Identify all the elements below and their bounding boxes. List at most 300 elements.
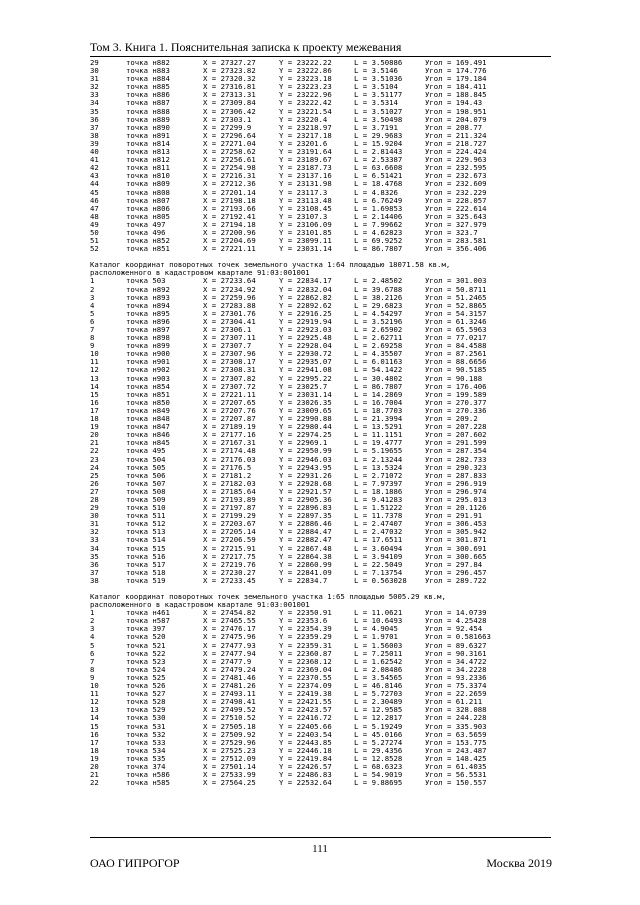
bearing-angle: Угол = 270.377 xyxy=(425,397,487,407)
point-name: точка 513 xyxy=(126,527,166,537)
bearing-angle: Угол = 90.3161 xyxy=(425,648,487,658)
point-name: точка н813 xyxy=(126,147,170,157)
y-coordinate: Y = 22921.57 xyxy=(279,486,332,496)
x-coordinate: X = 27233.64 xyxy=(203,276,256,286)
point-name: точка н811 xyxy=(126,163,170,173)
point-index: 23 xyxy=(90,454,99,464)
x-coordinate: X = 27221.11 xyxy=(203,244,256,254)
segment-length: L = 4.54297 xyxy=(354,308,403,318)
x-coordinate: X = 27177.16 xyxy=(203,430,256,440)
point-name: точка н851 xyxy=(126,389,170,399)
point-index: 44 xyxy=(90,179,99,189)
point-name: точка 527 xyxy=(126,689,166,699)
bearing-angle: Угол = 232.595 xyxy=(425,163,487,173)
bearing-angle: Угол = 52.8865 xyxy=(425,300,487,310)
x-coordinate: X = 27316.81 xyxy=(203,82,256,92)
y-coordinate: Y = 23191.64 xyxy=(279,147,332,157)
segment-length: L = 18.4768 xyxy=(354,179,403,189)
segment-length: L = 3.94109 xyxy=(354,551,403,561)
segment-length: L = 3.5314 xyxy=(354,98,398,108)
point-index: 34 xyxy=(90,98,99,108)
point-index: 29 xyxy=(90,58,99,67)
segment-length: L = 7.25011 xyxy=(354,648,403,658)
bearing-angle: Угол = 323.7 xyxy=(425,227,478,237)
point-name: точка н891 xyxy=(126,130,170,140)
x-coordinate: X = 27174.48 xyxy=(203,446,256,456)
x-coordinate: X = 27212.36 xyxy=(203,179,256,189)
bearing-angle: Угол = 148.425 xyxy=(425,753,487,763)
bearing-angle: Угол = 335.903 xyxy=(425,721,487,731)
y-coordinate: Y = 22369.04 xyxy=(279,664,332,674)
y-coordinate: Y = 22884.47 xyxy=(279,527,332,537)
point-name: точка 508 xyxy=(126,486,166,496)
y-coordinate: Y = 23137.16 xyxy=(279,171,332,181)
point-name: точка н886 xyxy=(126,90,170,100)
point-index: 40 xyxy=(90,147,99,157)
point-name: точка 517 xyxy=(126,559,166,569)
x-coordinate: X = 27207.76 xyxy=(203,405,256,415)
x-coordinate: X = 27306.42 xyxy=(203,106,256,116)
y-coordinate: Y = 22974.25 xyxy=(279,430,332,440)
y-coordinate: Y = 23223.18 xyxy=(279,74,332,84)
bearing-angle: Угол = 207.228 xyxy=(425,422,487,432)
x-coordinate: X = 27481.26 xyxy=(203,681,256,691)
point-name: точка 533 xyxy=(126,737,166,747)
point-name: точка 496 xyxy=(126,227,166,237)
point-name: точка 530 xyxy=(126,713,166,723)
y-coordinate: Y = 22897.35 xyxy=(279,511,332,521)
point-name: точка н848 xyxy=(126,414,170,424)
segment-length: L = 12.9585 xyxy=(354,705,403,715)
point-name: точка 524 xyxy=(126,664,166,674)
y-coordinate: Y = 22864.38 xyxy=(279,551,332,561)
point-index: 22 xyxy=(90,778,99,788)
bearing-angle: Угол = 291.91 xyxy=(425,511,483,521)
catalog-title: Каталог координат поворотных точек земельного участка 1:64 площадью 18071.58 кв.м, xyxy=(90,260,451,270)
point-index: 16 xyxy=(90,397,99,407)
y-coordinate: Y = 23026.35 xyxy=(279,397,332,407)
point-name: точка 512 xyxy=(126,519,166,529)
segment-length: L = 3.54565 xyxy=(354,672,403,682)
x-coordinate: X = 27306.1 xyxy=(203,325,252,334)
point-name: точка 520 xyxy=(126,632,166,642)
point-index: 1 xyxy=(90,276,95,286)
coordinate-table-continued xyxy=(90,59,560,253)
x-coordinate: X = 27509.92 xyxy=(203,729,256,739)
segment-length: L = 2.65902 xyxy=(354,325,403,334)
bearing-angle: Угол = 14.0739 xyxy=(425,608,487,618)
segment-length: L = 29.4356 xyxy=(354,745,403,755)
segment-length: L = 12.2817 xyxy=(354,713,403,723)
y-coordinate: Y = 22443.85 xyxy=(279,737,332,747)
point-name: точка 503 xyxy=(126,276,166,286)
point-index: 46 xyxy=(90,195,99,205)
y-coordinate: Y = 22354.39 xyxy=(279,624,332,634)
point-index: 18 xyxy=(90,745,99,755)
segment-length: L = 2.14406 xyxy=(354,211,403,221)
y-coordinate: Y = 22419.38 xyxy=(279,689,332,699)
point-name: точка н897 xyxy=(126,325,170,334)
bearing-angle: Угол = 208.77 xyxy=(425,122,483,132)
bearing-angle: Угол = 327.979 xyxy=(425,219,487,229)
segment-length: L = 3.5146 xyxy=(354,66,398,76)
point-name: точка н850 xyxy=(126,397,170,407)
bearing-angle: Угол = 305.942 xyxy=(425,527,487,537)
bearing-angle: Угол = 301.003 xyxy=(425,276,487,286)
segment-length: L = 5.72703 xyxy=(354,689,403,699)
segment-length: L = 13.5324 xyxy=(354,462,403,472)
bearing-angle: Угол = 174.776 xyxy=(425,66,487,76)
segment-length: L = 5.19655 xyxy=(354,446,403,456)
x-coordinate: X = 27299.9 xyxy=(203,122,252,132)
segment-length: L = 3.60494 xyxy=(354,543,403,553)
bearing-angle: Угол = 204.079 xyxy=(425,114,487,124)
point-name: точка н854 xyxy=(126,381,170,391)
footer-rule xyxy=(90,837,551,838)
segment-length: L = 10.6493 xyxy=(354,616,403,626)
bearing-angle: Угол = 300.665 xyxy=(425,551,487,561)
point-name: точка н846 xyxy=(126,430,170,440)
page-number: 111 xyxy=(312,843,328,855)
x-coordinate: X = 27198.18 xyxy=(203,195,256,205)
y-coordinate: Y = 22931.26 xyxy=(279,470,332,480)
point-name: точка н585 xyxy=(126,778,170,788)
y-coordinate: Y = 22359.29 xyxy=(279,632,332,642)
segment-length: L = 22.5049 xyxy=(354,559,403,569)
bearing-angle: Угол = 224.424 xyxy=(425,147,487,157)
bearing-angle: Угол = 179.184 xyxy=(425,74,487,84)
page-content xyxy=(90,59,560,787)
x-coordinate: X = 27525.23 xyxy=(203,745,256,755)
point-name: точка н896 xyxy=(126,316,170,326)
bearing-angle: Угол = 54.3157 xyxy=(425,308,487,318)
bearing-angle: Угол = 63.5659 xyxy=(425,729,487,739)
y-coordinate: Y = 22834.17 xyxy=(279,276,332,286)
point-name: точка н461 xyxy=(126,608,170,618)
bearing-angle: Угол = 207.602 xyxy=(425,430,487,440)
point-name: точка 531 xyxy=(126,721,166,731)
point-index: 38 xyxy=(90,130,99,140)
segment-length: L = 46.8146 xyxy=(354,681,403,691)
point-index: 18 xyxy=(90,414,99,424)
y-coordinate: Y = 23223.23 xyxy=(279,82,332,92)
point-index: 26 xyxy=(90,478,99,488)
x-coordinate: X = 27477.9 xyxy=(203,656,252,666)
footer-organization: ОАО ГИПРОГОР xyxy=(90,856,180,870)
x-coordinate: X = 27307.96 xyxy=(203,349,256,359)
x-coordinate: X = 27206.59 xyxy=(203,535,256,545)
point-index: 32 xyxy=(90,527,99,537)
y-coordinate: Y = 22832.04 xyxy=(279,284,332,294)
point-index: 45 xyxy=(90,187,99,197)
x-coordinate: X = 27176.5 xyxy=(203,462,252,472)
point-index: 14 xyxy=(90,713,99,723)
bearing-angle: Угол = 61.3246 xyxy=(425,316,487,326)
catalog-title: Каталог координат поворотных точек земельного участка 1:65 площадью 5005.29 кв.м, xyxy=(90,592,446,601)
y-coordinate: Y = 22990.88 xyxy=(279,414,332,424)
y-coordinate: Y = 22532.64 xyxy=(279,778,332,788)
y-coordinate: Y = 22860.99 xyxy=(279,559,332,569)
bearing-angle: Угол = 90.5185 xyxy=(425,365,487,375)
point-name: точка н852 xyxy=(126,236,170,246)
point-name: точка н895 xyxy=(126,308,170,318)
bearing-angle: Угол = 84.4588 xyxy=(425,341,487,351)
y-coordinate: Y = 23108.45 xyxy=(279,203,332,213)
point-index: 3 xyxy=(90,292,95,302)
point-index: 6 xyxy=(90,648,95,658)
segment-length: L = 54.1422 xyxy=(354,365,403,375)
point-index: 27 xyxy=(90,486,99,496)
x-coordinate: X = 27217.75 xyxy=(203,551,256,561)
y-coordinate: Y = 22405.66 xyxy=(279,721,332,731)
x-coordinate: X = 27204.69 xyxy=(203,236,256,246)
x-coordinate: X = 27327.27 xyxy=(203,58,256,67)
y-coordinate: Y = 22935.07 xyxy=(279,357,332,367)
y-coordinate: Y = 23222.42 xyxy=(279,98,332,108)
segment-length: L = 15.9204 xyxy=(354,138,403,148)
bearing-angle: Угол = 297.84 xyxy=(425,559,483,569)
y-coordinate: Y = 22896.83 xyxy=(279,503,332,513)
point-index: 30 xyxy=(90,66,99,76)
y-coordinate: Y = 22882.47 xyxy=(279,535,332,545)
point-name: точка 505 xyxy=(126,462,166,472)
x-coordinate: X = 27230.27 xyxy=(203,567,256,577)
x-coordinate: X = 27307.82 xyxy=(203,373,256,383)
footer-place-year: Москва 2019 xyxy=(486,856,552,870)
point-name: точка 518 xyxy=(126,567,166,577)
bearing-angle: Угол = 287.833 xyxy=(425,470,487,480)
point-index: 4 xyxy=(90,632,95,642)
bearing-angle: Угол = 296.457 xyxy=(425,567,487,577)
bearing-angle: Угол = 301.871 xyxy=(425,535,487,545)
bearing-angle: Угол = 211.324 xyxy=(425,130,487,140)
segment-length: L = 18.1886 xyxy=(354,486,403,496)
x-coordinate: X = 27199.29 xyxy=(203,511,256,521)
point-index: 37 xyxy=(90,122,99,132)
bearing-angle: Угол = 50.8711 xyxy=(425,284,487,294)
x-coordinate: X = 27320.32 xyxy=(203,74,256,84)
x-coordinate: X = 27271.04 xyxy=(203,138,256,148)
point-name: точка 504 xyxy=(126,454,166,464)
point-index: 5 xyxy=(90,640,95,650)
segment-length: L = 38.2126 xyxy=(354,292,403,302)
segment-length: L = 21.3994 xyxy=(354,414,403,424)
x-coordinate: X = 27283.88 xyxy=(203,300,256,310)
segment-length: L = 63.6608 xyxy=(354,163,403,173)
x-coordinate: X = 27477.93 xyxy=(203,640,256,650)
catalog-title-quarter: расположенного в кадастровом квартале 91:03:001001 xyxy=(90,268,310,278)
point-index: 7 xyxy=(90,325,95,334)
segment-length: L = 3.50498 xyxy=(354,114,403,124)
bearing-angle: Угол = 92.454 xyxy=(425,624,483,634)
x-coordinate: X = 27193.89 xyxy=(203,494,256,504)
x-coordinate: X = 27192.41 xyxy=(203,211,256,221)
segment-length: L = 19.4777 xyxy=(354,438,403,448)
point-name: точка н806 xyxy=(126,203,170,213)
point-index: 50 xyxy=(90,227,99,237)
bearing-angle: Угол = 34.2228 xyxy=(425,664,487,674)
x-coordinate: X = 27307.72 xyxy=(203,381,256,391)
bearing-angle: Угол = 0.581663 xyxy=(425,632,491,642)
segment-length: L = 3.52196 xyxy=(354,316,403,326)
segment-length: L = 5.19249 xyxy=(354,721,403,731)
point-name: точка 374 xyxy=(126,761,166,771)
segment-length: L = 4.62823 xyxy=(354,227,403,237)
point-name: точка н892 xyxy=(126,284,170,294)
point-name: точка 510 xyxy=(126,503,166,513)
point-name: точка н808 xyxy=(126,187,170,197)
point-index: 14 xyxy=(90,381,99,391)
segment-length: L = 2.69258 xyxy=(354,341,403,351)
y-coordinate: Y = 22403.54 xyxy=(279,729,332,739)
x-coordinate: X = 27258.62 xyxy=(203,147,256,157)
x-coordinate: X = 27233.45 xyxy=(203,575,256,585)
point-index: 43 xyxy=(90,171,99,181)
y-coordinate: Y = 22946.03 xyxy=(279,454,332,464)
segment-length: L = 2.30489 xyxy=(354,697,403,707)
y-coordinate: Y = 22419.84 xyxy=(279,753,332,763)
x-coordinate: X = 27207.65 xyxy=(203,397,256,407)
bearing-angle: Угол = 199.589 xyxy=(425,389,487,399)
segment-length: L = 11.0621 xyxy=(354,608,403,618)
segment-length: L = 13.5291 xyxy=(354,422,403,432)
point-name: точка 495 xyxy=(126,446,166,456)
x-coordinate: X = 27189.19 xyxy=(203,422,256,432)
y-coordinate: Y = 22886.46 xyxy=(279,519,332,529)
point-index: 6 xyxy=(90,316,95,326)
segment-length: L = 4.35507 xyxy=(354,349,403,359)
x-coordinate: X = 27564.25 xyxy=(203,778,256,788)
bearing-angle: Угол = 244.228 xyxy=(425,713,487,723)
segment-length: L = 2.13244 xyxy=(354,454,403,464)
point-index: 32 xyxy=(90,82,99,92)
x-coordinate: X = 27454.82 xyxy=(203,608,256,618)
table-row xyxy=(90,245,560,253)
x-coordinate: X = 27256.61 xyxy=(203,155,256,165)
y-coordinate: Y = 22916.25 xyxy=(279,308,332,318)
segment-length: L = 1.51222 xyxy=(354,503,403,513)
point-name: точка н851 xyxy=(126,244,170,254)
y-coordinate: Y = 23201.6 xyxy=(279,138,328,148)
bearing-angle: Угол = 289.722 xyxy=(425,575,487,585)
point-index: 3 xyxy=(90,624,95,634)
y-coordinate: Y = 22995.22 xyxy=(279,373,332,383)
point-index: 9 xyxy=(90,341,95,351)
bearing-angle: Угол = 283.581 xyxy=(425,236,487,246)
x-coordinate: X = 27307.7 xyxy=(203,341,252,351)
y-coordinate: Y = 22928.04 xyxy=(279,341,332,351)
point-name: точка 511 xyxy=(126,511,166,521)
y-coordinate: Y = 22374.09 xyxy=(279,681,332,691)
x-coordinate: X = 27476.17 xyxy=(203,624,256,634)
point-index: 48 xyxy=(90,211,99,221)
point-index: 25 xyxy=(90,470,99,480)
y-coordinate: Y = 22867.48 xyxy=(279,543,332,553)
x-coordinate: X = 27215.91 xyxy=(203,543,256,553)
segment-length: L = 45.0166 xyxy=(354,729,403,739)
x-coordinate: X = 27181.2 xyxy=(203,470,252,480)
y-coordinate: Y = 23101.85 xyxy=(279,227,332,237)
point-name: точка н884 xyxy=(126,74,170,84)
point-name: точка н890 xyxy=(126,122,170,132)
segment-length: L = 3.51027 xyxy=(354,106,403,116)
point-index: 11 xyxy=(90,357,99,367)
y-coordinate: Y = 23221.54 xyxy=(279,106,332,116)
y-coordinate: Y = 22941.08 xyxy=(279,365,332,375)
point-name: точка н847 xyxy=(126,422,170,432)
point-index: 36 xyxy=(90,114,99,124)
point-name: точка 525 xyxy=(126,672,166,682)
segment-length: L = 0.563028 xyxy=(354,575,407,585)
point-index: 8 xyxy=(90,333,95,343)
x-coordinate: X = 27499.52 xyxy=(203,705,256,715)
x-coordinate: X = 27479.24 xyxy=(203,664,256,674)
y-coordinate: Y = 23222.86 xyxy=(279,66,332,76)
point-name: точка н814 xyxy=(126,138,170,148)
y-coordinate: Y = 22943.95 xyxy=(279,462,332,472)
segment-length: L = 1.56003 xyxy=(354,640,403,650)
x-coordinate: X = 27221.11 xyxy=(203,389,256,399)
x-coordinate: X = 27307.11 xyxy=(203,333,256,343)
x-coordinate: X = 27205.14 xyxy=(203,527,256,537)
y-coordinate: Y = 22353.6 xyxy=(279,616,328,626)
segment-length: L = 86.7807 xyxy=(354,244,403,254)
x-coordinate: X = 27533.99 xyxy=(203,770,256,780)
point-index: 24 xyxy=(90,462,99,472)
bearing-angle: Угол = 282.733 xyxy=(425,454,487,464)
segment-length: L = 6.51421 xyxy=(354,171,403,181)
y-coordinate: Y = 23218.97 xyxy=(279,122,332,132)
point-index: 31 xyxy=(90,519,99,529)
x-coordinate: X = 27313.31 xyxy=(203,90,256,100)
y-coordinate: Y = 22416.72 xyxy=(279,713,332,723)
x-coordinate: X = 27207.87 xyxy=(203,414,256,424)
point-name: точка н882 xyxy=(126,58,170,67)
point-name: точка н898 xyxy=(126,333,170,343)
segment-length: L = 9.41283 xyxy=(354,494,403,504)
x-coordinate: X = 27296.64 xyxy=(203,130,256,140)
x-coordinate: X = 27308.31 xyxy=(203,365,256,375)
point-name: точка 514 xyxy=(126,535,166,545)
bearing-angle: Угол = 56.5531 xyxy=(425,770,487,780)
segment-length: L = 3.51036 xyxy=(354,74,403,84)
header-rule xyxy=(90,56,551,57)
point-index: 16 xyxy=(90,729,99,739)
bearing-angle: Угол = 232.609 xyxy=(425,179,487,189)
y-coordinate: Y = 22368.12 xyxy=(279,656,332,666)
table-row xyxy=(90,577,560,585)
y-coordinate: Y = 22834.7 xyxy=(279,575,328,585)
y-coordinate: Y = 22950.99 xyxy=(279,446,332,456)
point-name: точка н849 xyxy=(126,405,170,415)
segment-length: L = 29.9683 xyxy=(354,130,403,140)
segment-length: L = 7.97397 xyxy=(354,478,403,488)
y-coordinate: Y = 22928.68 xyxy=(279,478,332,488)
x-coordinate: X = 27259.96 xyxy=(203,292,256,302)
point-index: 42 xyxy=(90,163,99,173)
bearing-angle: Угол = 20.1126 xyxy=(425,503,487,513)
table-row xyxy=(90,779,560,787)
x-coordinate: X = 27194.18 xyxy=(203,219,256,229)
point-index: 35 xyxy=(90,551,99,561)
segment-length: L = 2.81443 xyxy=(354,147,403,157)
segment-length: L = 3.5104 xyxy=(354,82,398,92)
segment-length: L = 18.7703 xyxy=(354,405,403,415)
segment-length: L = 69.9252 xyxy=(354,236,403,246)
y-coordinate: Y = 23031.14 xyxy=(279,389,332,399)
bearing-angle: Угол = 232.229 xyxy=(425,187,487,197)
segment-length: L = 17.6511 xyxy=(354,535,403,545)
